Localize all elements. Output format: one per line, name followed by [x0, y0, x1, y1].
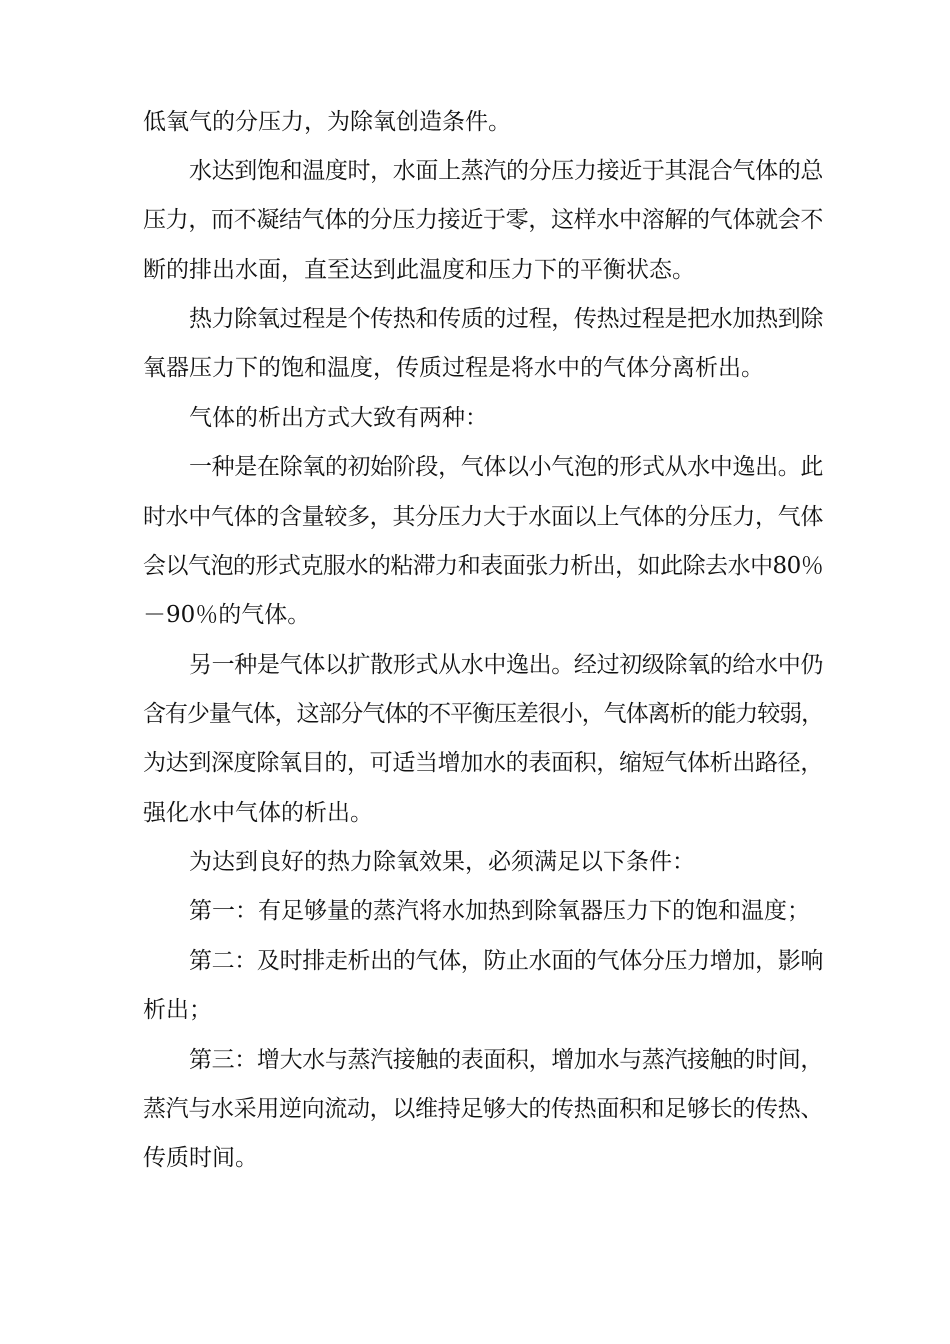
text-line: 第一：有足够量的蒸汽将水加热到除氧器压力下的饱和温度；: [189, 898, 810, 924]
text-line: 强化水中气体的析出。: [143, 800, 373, 826]
text-line: 压力，而不凝结气体的分压力接近于零，这样水中溶解的气体就会不: [143, 207, 824, 233]
text-line: 一种是在除氧的初始阶段，气体以小气泡的形式从水中逸出。此: [189, 454, 824, 480]
text-line: 水达到饱和温度时，水面上蒸汽的分压力接近于其混合气体的总: [189, 158, 824, 184]
text-line: 为达到良好的热力除氧效果，必须满足以下条件：: [189, 849, 695, 875]
text-line: 另一种是气体以扩散形式从水中逸出。经过初级除氧的给水中仍: [189, 652, 824, 678]
text-line: 气体的析出方式大致有两种：: [189, 405, 488, 431]
text-line: 为达到深度除氧目的，可适当增加水的表面积，缩短气体析出路径，: [143, 750, 824, 776]
text-line: －90％的气体。: [143, 602, 311, 628]
text-line: 第三：增大水与蒸汽接触的表面积，增加水与蒸汽接触的时间，: [189, 1047, 824, 1073]
text-line: 会以气泡的形式克服水的粘滞力和表面张力析出，如此除去水中80％: [143, 553, 824, 579]
text-line: 第二：及时排走析出的气体，防止水面的气体分压力增加，影响: [189, 948, 824, 974]
text-line: 析出；: [143, 997, 212, 1023]
text-line: 传质时间。: [143, 1145, 258, 1171]
text-line: 热力除氧过程是个传热和传质的过程，传热过程是把水加热到除: [189, 306, 824, 332]
text-line: 低氧气的分压力，为除氧创造条件。: [143, 109, 511, 135]
text-line: 含有少量气体，这部分气体的不平衡压差很小，气体离析的能力较弱，: [143, 701, 824, 727]
text-line: 时水中气体的含量较多，其分压力大于水面以上气体的分压力，气体: [143, 504, 824, 530]
text-line: 蒸汽与水采用逆向流动，以维持足够大的传热面积和足够长的传热、: [143, 1096, 824, 1122]
text-line: 氧器压力下的饱和温度，传质过程是将水中的气体分离析出。: [143, 355, 764, 381]
text-line: 断的排出水面，直至达到此温度和压力下的平衡状态。: [143, 257, 695, 283]
